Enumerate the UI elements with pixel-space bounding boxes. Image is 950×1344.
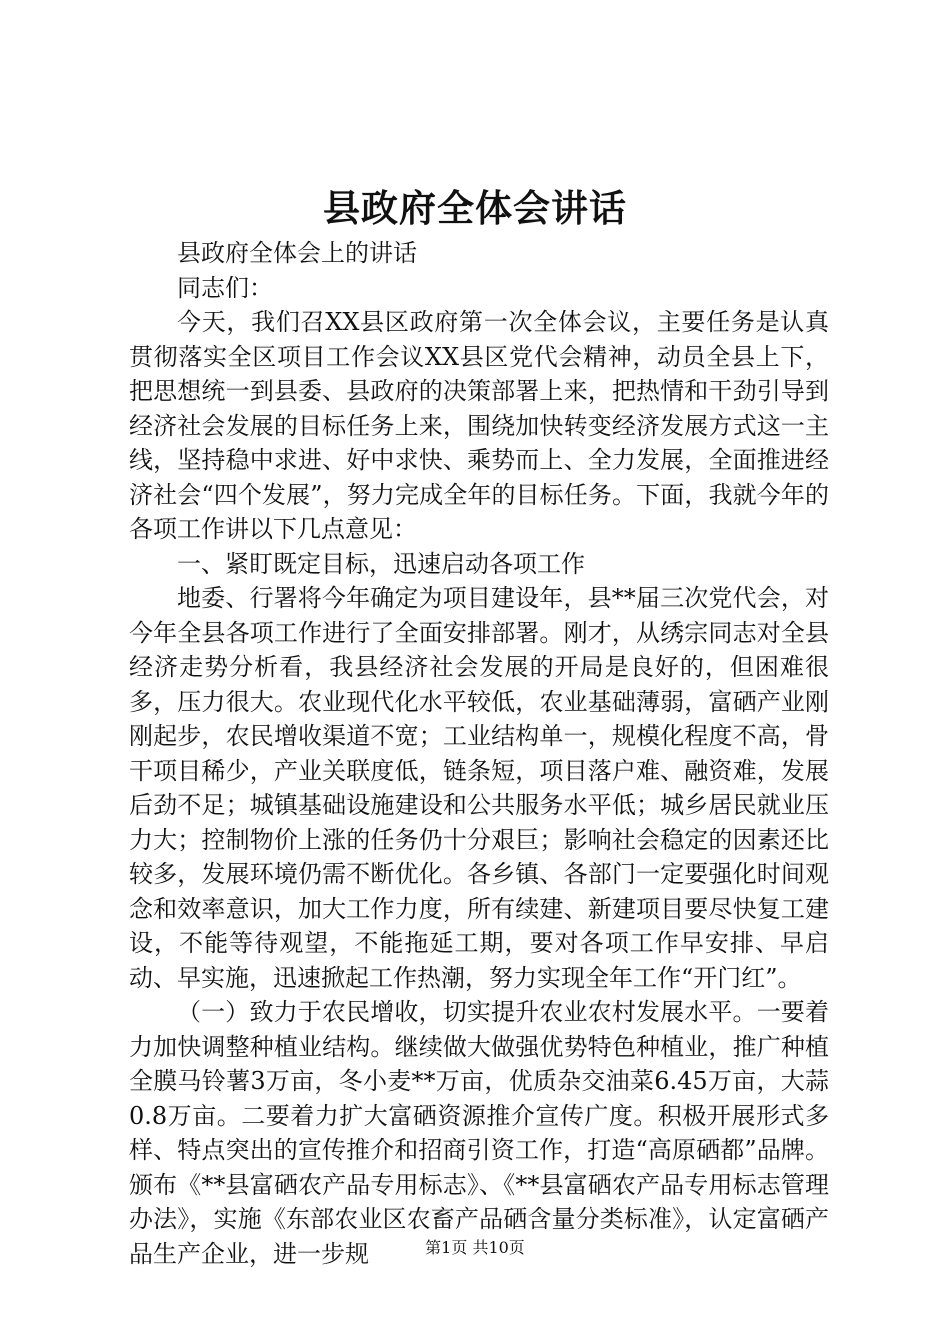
intro-paragraph: 今天，我们召XX县区政府第一次全体会议，主要任务是认真贯彻落实全区项目工作会议XX县区党代会精神，动员全县上下，把思想统一到县委、县政府的决策部署上来，把热情和干劲引导到经济社会发展的目标任务上来，围绕加快转变经济发展方式这一主线，坚持稳中求进、好中求快、乘势而上、全力发展，全面推进经济社会“四个发展”，努力完成全年的目标任务。下面，我就今年的各项工作讲以下几点意见：	[129, 308, 829, 543]
section-heading: 一、紧盯既定目标，迅速启动各项工作	[177, 549, 585, 578]
body-paragraph: 地委、行署将今年确定为项目建设年，县**届三次党代会，对今年全县各项工作进行了全面安排部署。刚才，从绣宗同志对全县经济走势分析看，我县经济社会发展的开局是良好的，但困难很多，压力很大。农业现代化水平较低，农业基础薄弱，富硒产业刚刚起步，农民增收渠道不宽；工业结构单一，规模化程度不高，骨干项目稀少，产业关联度低，链条短，项目落户难、融资难，发展后劲不足；城镇基础设施建设和公共服务水平低；城乡居民就业压力大；控制物价上涨的任务仍十分艰巨；影响社会稳定的因素还比较多，发展环境仍需不断优化。各乡镇、各部门一定要强化时间观念和效率意识，加大工作力度，所有续建、新建项目要尽快复工建设，不能等待观望，不能拖延工期，要对各项工作早安排、早启动、早实施，迅速掀起工作热潮，努力实现全年工作“开门红”。	[129, 584, 829, 992]
body-paragraph: （一）致力于农民增收，切实提升农业农村发展水平。一要着力加快调整种植业结构。继续做大做强优势特色种植业，推广种植全膜马铃薯3万亩，冬小麦**万亩，优质杂交油菜6.45万亩，大蒜0.8万亩。二要着力扩大富硒资源推介宣传广度。积极开展形式多样、特点突出的宣传推介和招商引资工作，打造“高原硒都”品牌。颁布《**县富硒农产品专用标志》、《**县富硒农产品专用标志管理办法》，实施《东部农业区农畜产品硒含量分类标准》，认定富硒产品生产企业，进一步规	[129, 998, 829, 1268]
page-indicator: 第1页 共10页	[425, 1238, 525, 1257]
document-title: 县政府全体会讲话	[323, 186, 627, 230]
salutation-paragraph: 同志们：	[177, 273, 273, 302]
document-body	[129, 236, 829, 1271]
subtitle-paragraph: 县政府全体会上的讲话	[177, 239, 417, 267]
